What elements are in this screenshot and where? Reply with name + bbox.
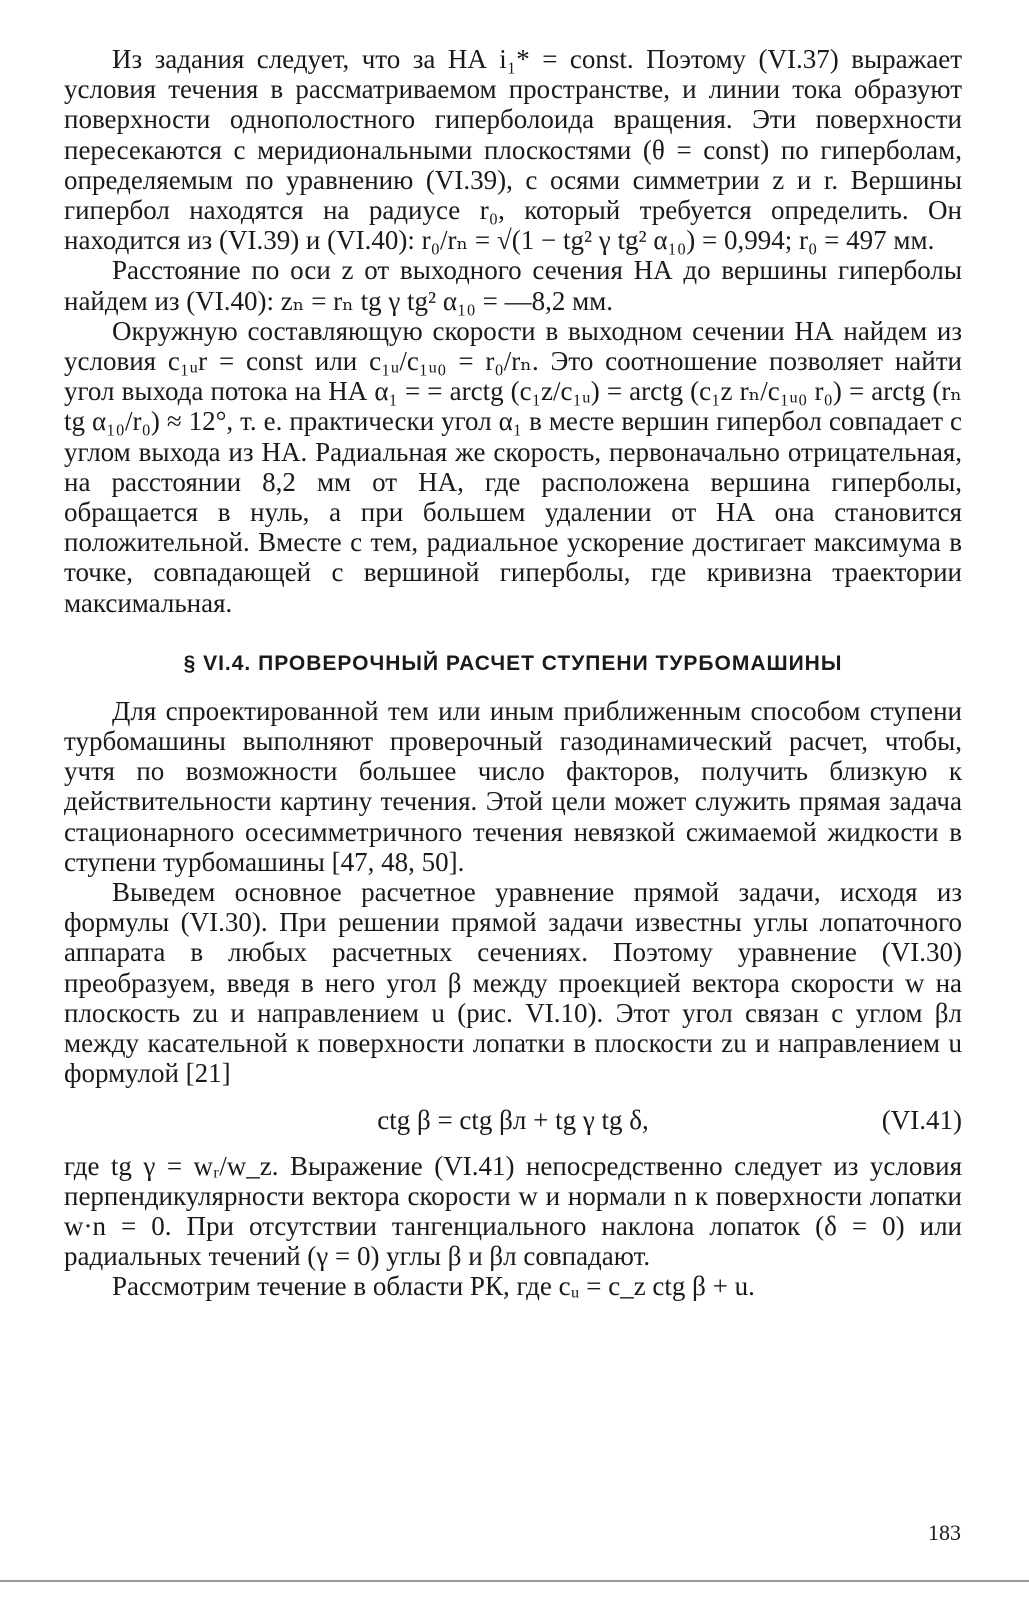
paragraph-direct-problem: Выведем основное расчетное уравнение прямой задачи, исходя из формулы (VI.30). При решении прямой задачи известны углы лопаточного аппарата в любых расчетных сечениях. Поэтому уравнение (VI.30) преобразуем, введя в него угол β между проекцией вектора скорости w на плоскость zu и направлением u (рис. VI.10). Этот угол связан с углом βл между касательной к поверхности лопатки в плоскости zu и направлением u формулой [21]: [64, 877, 962, 1089]
paragraph-rotor-flow: Рассмотрим течение в области РК, где cᵤ = c_z ctg β + u.: [112, 1271, 755, 1302]
paragraph-where: где tg γ = wᵣ/w_z. Выражение (VI.41) непосредственно следует из условия перпендикулярности вектора скорости w и нормали n к поверхности лопатки w·n = 0. При отсутствии тангенциального наклона лопаток (δ = 0) или радиальных течений (γ = 0) углы β и βл совпадают.: [64, 1150, 962, 1272]
paragraph-tangential-velocity: Окружную составляющую скорости в выходном сечении НА найдем из условия c₁ᵤr = const или c₁ᵤ/c₁ᵤ₀ = r₀/rₙ. Это соотношение позволяет найти угол выхода потока на НА α₁ = = arctg (c₁z/c₁ᵤ) = arctg (c₁z rₙ/c₁ᵤ₀ r₀) = arctg (rₙ tg α₁₀/r₀) ≈ 12°, т. е. практически угол α₁ в месте вершин гипербол совпадает с углом выхода из НА. Радиальная же скорость, первоначально отрицательная, на расстоянии 8,2 мм от НА, где расположена вершина гиперболы, обращается в нуль, а при большем удалении от НА она становится положительной. Вместе с тем, радиальное ускорение достигает максимума в точке, совпадающей с вершиной гиперболы, где кривизна траектории максимальная.: [64, 315, 962, 618]
paragraph-vertex-distance: Расстояние по оси z от выходного сечения НА до вершины гиперболы найдем из (VI.40): zₙ = rₙ tg γ tg² α₁₀ = —8,2 мм.: [64, 255, 962, 316]
page-number: 183: [928, 1520, 961, 1545]
paragraph-verification-intro: Для спроектированной тем или иным приближенным способом ступени турбомашины выполняют проверочный газодинамический расчет, чтобы, учтя по возможности большее число факторов, получить близкую к действительности картину течения. Этой цели может служить прямая задача стационарного осесимметричного течения невязкой сжимаемой жидкости в ступени турбомашины [47, 48, 50].: [64, 695, 962, 877]
equation-text: ctg β = ctg βл + tg γ tg δ,: [377, 1104, 649, 1135]
paragraph-hyperboloid: Из задания следует, что за НА i₁* = const. Поэтому (VI.37) выражает условия течения в рассматриваемом пространстве, и линии тока образуют поверхности однополостного гиперболоида вращения. Эти поверхности пересекаются с меридиональными плоскостями (θ = const) по гиперболам, определяемым по уравнению (VI.39), с осями симметрии z и r. Вершины гипербол находятся на радиусе r₀, который требуется определить. Он находится из (VI.39) и (VI.40): r₀/rₙ = √(1 − tg² γ tg² α₁₀) = 0,994; r₀ = 497 мм.: [64, 44, 962, 256]
section-title: § VI.4. ПРОВЕРОЧНЫЙ РАСЧЕТ СТУПЕНИ ТУРБОМАШИНЫ: [183, 651, 843, 675]
page-content: [64, 44, 962, 1302]
bottom-rule: [0, 1580, 1029, 1582]
equation-vi41: [64, 1089, 962, 1151]
equation-number: (VI.41): [881, 1104, 962, 1135]
